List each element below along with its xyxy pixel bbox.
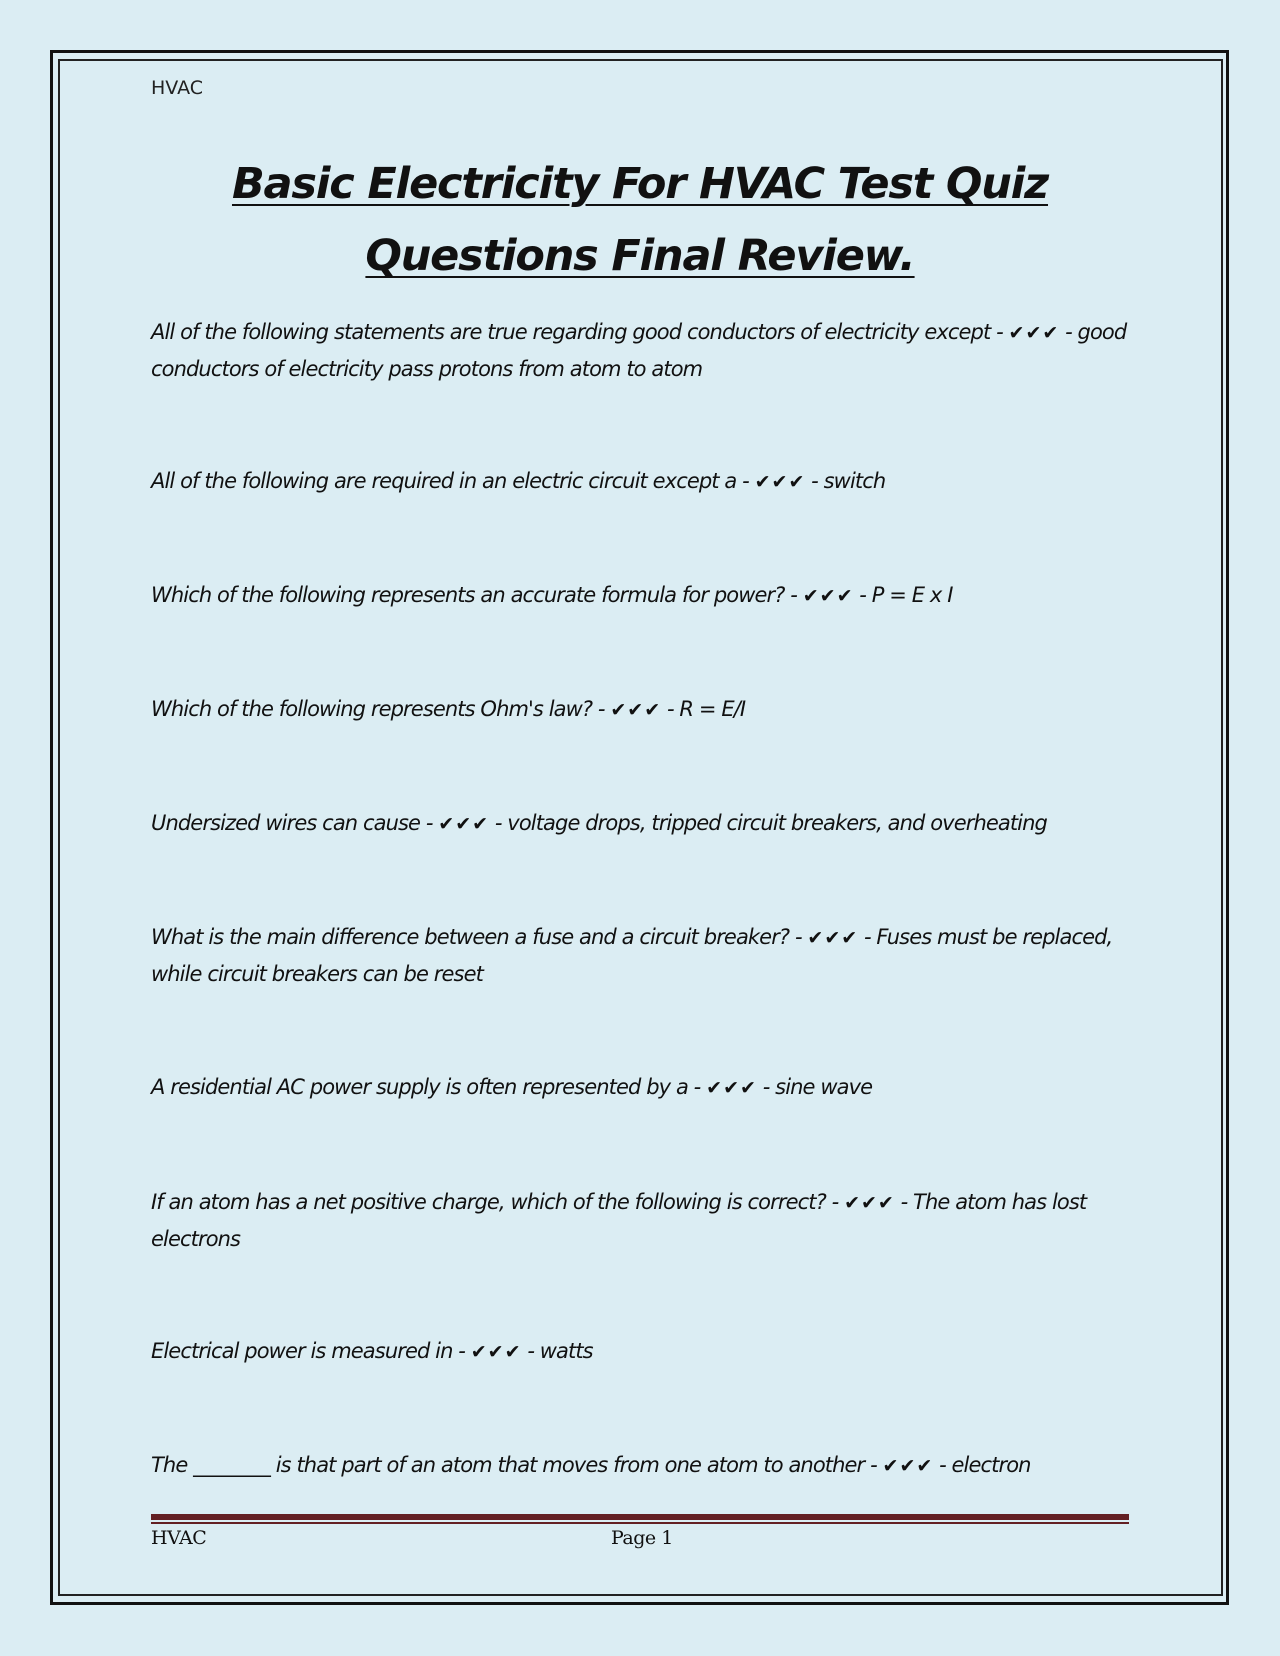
check-icon: ✔✔✔ xyxy=(882,1455,934,1477)
answer-text: - electron xyxy=(939,1453,1031,1477)
check-icon: ✔✔✔ xyxy=(807,927,859,949)
question-text: Electrical power is measured in - xyxy=(151,1339,465,1363)
question-text: Undersized wires can cause - xyxy=(151,811,433,835)
check-icon: ✔✔✔ xyxy=(470,1341,522,1363)
qa-item-9 xyxy=(151,1333,1136,1370)
question-text: Which of the following represents Ohm's law? - xyxy=(151,697,605,721)
question-text: What is the main difference between a fuse and a circuit breaker? - xyxy=(151,925,802,949)
check-icon: ✔✔✔ xyxy=(754,471,806,493)
answer-text: - switch xyxy=(811,469,886,493)
qa-item-6 xyxy=(151,919,1136,992)
qa-item-8 xyxy=(151,1184,1136,1257)
question-text: The ________ is that part of an atom that moves from one atom to another - xyxy=(151,1453,877,1477)
answer-text: - Fuses must be replaced, while circuit breakers can be reset xyxy=(151,925,1113,986)
answer-text: - P = E x I xyxy=(859,583,953,607)
check-icon: ✔✔✔ xyxy=(844,1192,895,1214)
footer-divider-thin xyxy=(151,1522,1129,1524)
check-icon: ✔✔✔ xyxy=(802,585,854,607)
qa-item-7 xyxy=(151,1069,1136,1106)
document-title xyxy=(151,148,1129,292)
check-icon: ✔✔✔ xyxy=(706,1077,757,1099)
answer-text: - sine wave xyxy=(762,1075,873,1099)
qa-item-2 xyxy=(151,463,1136,500)
footer-label: HVAC xyxy=(151,1527,207,1549)
qa-item-1 xyxy=(151,314,1136,387)
answer-text: - watts xyxy=(527,1339,593,1363)
question-text: If an atom has a net positive charge, which of the following is correct? - xyxy=(151,1190,839,1214)
answer-text: - voltage drops, tripped circuit breakers, and overheating xyxy=(494,811,1047,835)
question-text: Which of the following represents an accurate formula for power? - xyxy=(151,583,797,607)
check-icon: ✔✔✔ xyxy=(610,699,662,721)
qa-item-4 xyxy=(151,691,1136,728)
question-text: All of the following are required in an electric circuit except a - xyxy=(151,469,749,493)
title-line-2: Questions Final Review. xyxy=(365,231,915,281)
qa-item-10 xyxy=(151,1447,1136,1484)
answer-text: - The atom has lost electrons xyxy=(151,1190,1087,1251)
answer-text: - good conductors of electricity pass protons from atom to atom xyxy=(151,320,1127,381)
question-text: A residential AC power supply is often represented by a - xyxy=(151,1075,701,1099)
qa-item-3 xyxy=(151,577,1136,614)
question-text: All of the following statements are true regarding good conductors of electricity except - xyxy=(151,320,1003,344)
footer-divider-thick xyxy=(151,1514,1129,1520)
page-header: HVAC xyxy=(151,77,203,99)
answer-text: - R = E/I xyxy=(666,697,746,721)
check-icon: ✔✔✔ xyxy=(1008,322,1060,344)
title-line-1: Basic Electricity For HVAC Test Quiz xyxy=(231,159,1049,209)
check-icon: ✔✔✔ xyxy=(438,813,490,835)
page-number: Page 1 xyxy=(611,1527,673,1549)
qa-item-5 xyxy=(151,805,1136,842)
